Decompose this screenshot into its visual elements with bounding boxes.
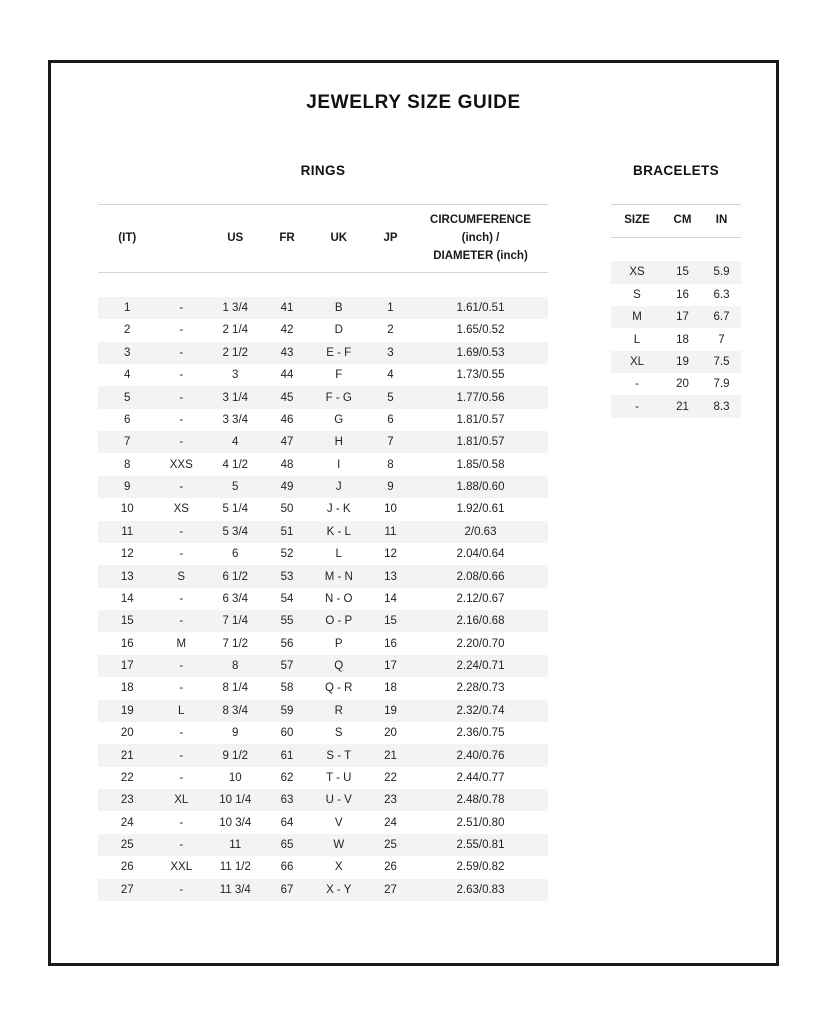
rings-cell: S - T	[326, 749, 352, 762]
table-row	[98, 521, 548, 543]
rings-cell: 1 3/4	[222, 302, 249, 314]
table-row	[98, 632, 548, 654]
rings-cell: 5	[387, 391, 394, 404]
table-row	[98, 565, 548, 587]
rings-cell: 19	[120, 704, 134, 717]
rings-cell: 65	[280, 839, 294, 851]
bracelets-spacer-cell	[611, 237, 741, 261]
rings-cell: 25	[384, 839, 397, 851]
rings-cell: -	[179, 615, 184, 628]
rings-cell: XXL	[170, 861, 193, 874]
rings-cell: 25	[120, 839, 134, 851]
bracelets-cell: 20	[676, 378, 689, 391]
rings-cell: H	[334, 436, 343, 449]
rings-cell: 15	[384, 615, 397, 628]
rings-cell: V	[334, 816, 343, 829]
rings-cell: 21	[384, 749, 397, 762]
rings-cell: 55	[280, 615, 294, 628]
size-guide-frame	[48, 60, 779, 966]
rings-cell: 62	[280, 771, 294, 784]
table-row	[98, 744, 548, 766]
rings-cell: 43	[280, 346, 294, 359]
rings-spacer-cell	[98, 273, 548, 297]
rings-cell: 1.65/0.52	[456, 324, 505, 337]
rings-cell: 4	[124, 369, 131, 382]
rings-cell: 13	[120, 570, 134, 583]
rings-cell: 9	[124, 481, 131, 493]
rings-cell: 57	[280, 660, 294, 672]
page-title: JEWELRY SIZE GUIDE	[306, 92, 521, 113]
rings-cell: 2.48/0.78	[456, 794, 505, 807]
rings-cell: 2.51/0.80	[456, 816, 505, 829]
rings-cell: 11	[121, 525, 134, 538]
rings-cell: 9	[387, 481, 394, 493]
rings-cell: Q - R	[325, 682, 353, 695]
table-row	[611, 306, 741, 328]
table-row	[98, 677, 548, 699]
rings-cell: 14	[384, 592, 397, 605]
rings-cell: 3	[124, 346, 131, 359]
rings-section-title: RINGS	[300, 163, 346, 178]
table-row	[611, 284, 741, 306]
rings-cell: S	[177, 570, 186, 583]
rings-cell: 9	[232, 727, 239, 740]
rings-col-intl	[157, 205, 207, 273]
rings-cell: 10 3/4	[219, 816, 252, 829]
bracelets-cell: 8.3	[713, 400, 730, 413]
rings-cell: L	[178, 704, 185, 717]
rings-cell: 8 3/4	[222, 704, 249, 717]
bracelets-table-body	[611, 237, 741, 418]
rings-cell: W	[333, 839, 345, 851]
rings-cell: 17	[120, 660, 134, 672]
table-row	[98, 767, 548, 789]
rings-cell: N - O	[325, 592, 353, 605]
rings-cell: 42	[280, 324, 294, 337]
bracelets-cell: 18	[676, 333, 689, 346]
rings-cell: 4	[387, 369, 394, 382]
rings-cell: F - G	[325, 391, 352, 404]
rings-cell: 66	[280, 861, 294, 874]
bracelets-table	[611, 204, 741, 418]
rings-cell: 2.24/0.71	[456, 660, 505, 672]
rings-cell: 44	[280, 369, 294, 382]
rings-cell: 21	[120, 749, 134, 762]
bracelets-cell: 15	[676, 266, 689, 279]
bracelets-section-title: BRACELETS	[632, 163, 720, 178]
rings-section	[98, 163, 548, 901]
rings-cell: 1.69/0.53	[456, 346, 505, 359]
rings-cell: 2.59/0.82	[456, 861, 505, 874]
rings-cell: 2.40/0.76	[456, 749, 505, 762]
rings-cell: -	[179, 816, 184, 829]
rings-cell: 1.73/0.55	[456, 369, 505, 382]
rings-cell: XL	[174, 794, 189, 807]
rings-cell: 3 1/4	[222, 391, 249, 404]
rings-cell: 11 1/2	[219, 861, 251, 874]
rings-cell: 2 1/4	[222, 324, 249, 337]
table-row	[98, 879, 548, 901]
rings-cell: L	[335, 548, 342, 561]
rings-cell: M	[176, 637, 187, 650]
rings-cell: -	[179, 727, 184, 740]
rings-cell: 2	[124, 324, 131, 337]
bracelets-cell: L	[633, 333, 641, 346]
rings-cell: 10	[228, 771, 242, 784]
rings-cell: 63	[280, 794, 294, 807]
rings-cell: 4	[232, 436, 239, 449]
rings-cell: 20	[384, 727, 397, 740]
rings-cell: -	[179, 525, 184, 538]
rings-cell: 1.88/0.60	[456, 481, 505, 493]
bracelets-cell: -	[635, 400, 639, 413]
rings-cell: 1.77/0.56	[456, 391, 505, 404]
rings-cell: 49	[280, 481, 294, 493]
rings-cell: 67	[280, 883, 294, 896]
rings-cell: 50	[280, 503, 294, 516]
rings-cell: 23	[120, 794, 134, 807]
table-row	[98, 297, 548, 319]
table-row	[611, 328, 741, 350]
rings-cell: 27	[384, 883, 397, 896]
rings-cell: 48	[280, 458, 294, 471]
rings-cell: 58	[280, 682, 294, 695]
table-row	[98, 386, 548, 408]
rings-cell: 13	[384, 570, 397, 583]
rings-cell: 22	[384, 771, 397, 784]
rings-cell: 6	[387, 413, 394, 426]
rings-cell: 2.20/0.70	[456, 637, 505, 650]
rings-cell: E - F	[326, 346, 352, 359]
rings-cell: 16	[120, 637, 134, 650]
bracelets-cell: 7.9	[713, 378, 730, 391]
bracelets-cell: XL	[629, 355, 645, 368]
rings-cell: 14	[120, 592, 134, 605]
bracelets-header-row	[611, 205, 741, 238]
rings-cell: 12	[120, 548, 134, 561]
rings-col-us: US	[227, 231, 244, 244]
bracelets-cell: 7.5	[713, 355, 730, 368]
rings-col-circumference-line2: DIAMETER (inch)	[433, 249, 528, 262]
rings-cell: D	[334, 324, 343, 337]
table-row	[98, 476, 548, 498]
rings-cell: 10 1/4	[219, 794, 252, 807]
rings-cell: 2.36/0.75	[456, 727, 505, 740]
rings-cell: 2.63/0.83	[456, 883, 505, 896]
rings-cell: 3	[387, 346, 394, 359]
rings-cell: 1.92/0.61	[456, 503, 505, 516]
rings-cell: -	[179, 346, 184, 359]
bracelets-spacer	[611, 237, 741, 261]
rings-cell: 26	[384, 861, 397, 874]
rings-cell: -	[179, 481, 184, 493]
rings-cell: 61	[280, 749, 294, 762]
table-row	[98, 409, 548, 431]
rings-cell: U - V	[325, 794, 352, 807]
rings-cell: 10	[120, 503, 134, 516]
table-row	[98, 543, 548, 565]
table-row	[98, 453, 548, 475]
table-row	[98, 319, 548, 341]
rings-cell: 5	[232, 481, 239, 493]
rings-cell: -	[179, 548, 184, 561]
rings-cell: X - Y	[326, 883, 352, 896]
bracelets-cell: 19	[676, 355, 689, 368]
rings-col-circumference	[413, 205, 548, 273]
rings-cell: 45	[280, 391, 294, 404]
rings-cell: -	[179, 302, 184, 314]
bracelets-section	[611, 163, 741, 418]
bracelets-cell: 6.7	[713, 311, 730, 324]
rings-col-jp: JP	[383, 231, 398, 244]
rings-cell: 1.85/0.58	[456, 458, 505, 471]
rings-cell: XXS	[169, 458, 193, 471]
rings-cell: P	[334, 637, 343, 650]
rings-cell: 4 1/2	[222, 458, 249, 471]
rings-cell: G	[334, 413, 344, 426]
rings-cell: 1.61/0.51	[456, 302, 505, 314]
rings-cell: 2.16/0.68	[456, 615, 505, 628]
rings-cell: 2.12/0.67	[456, 592, 505, 605]
table-row	[98, 834, 548, 856]
bracelets-cell: 17	[676, 311, 689, 324]
rings-cell: -	[179, 324, 184, 337]
rings-cell: 1	[387, 302, 394, 314]
rings-cell: 1.81/0.57	[456, 413, 505, 426]
bracelets-col-in: IN	[715, 214, 728, 226]
rings-col-fr: FR	[279, 231, 295, 244]
table-row	[611, 351, 741, 373]
table-row	[611, 373, 741, 395]
table-row	[98, 498, 548, 520]
rings-cell: 8 1/4	[222, 682, 249, 695]
rings-cell: 54	[280, 592, 294, 605]
table-row	[98, 364, 548, 386]
rings-cell: X	[334, 861, 343, 874]
rings-cell: 16	[384, 637, 397, 650]
rings-cell: 3	[232, 369, 239, 382]
rings-cell: K - L	[326, 525, 351, 538]
rings-cell: -	[179, 592, 184, 605]
rings-cell: 51	[280, 525, 294, 538]
rings-cell: 8	[232, 660, 239, 672]
bracelets-cell: 5.9	[713, 266, 730, 279]
rings-table	[98, 204, 548, 901]
rings-cell: 59	[280, 704, 294, 717]
rings-cell: 11	[384, 525, 397, 538]
rings-cell: 47	[280, 436, 294, 449]
bracelets-cell: 7	[718, 333, 725, 346]
rings-header-row	[98, 205, 548, 273]
rings-cell: 22	[120, 771, 134, 784]
rings-cell: T - U	[326, 771, 352, 784]
rings-table-head	[98, 205, 548, 273]
rings-cell: 18	[120, 682, 134, 695]
rings-cell: 5 3/4	[222, 525, 249, 538]
bracelets-cell: M	[632, 311, 642, 324]
rings-cell: O - P	[325, 615, 353, 628]
rings-cell: F	[335, 369, 343, 382]
rings-cell: 2.44/0.77	[456, 771, 505, 784]
rings-cell: 2 1/2	[222, 346, 249, 359]
bracelets-cell: XS	[629, 266, 645, 279]
rings-cell: 53	[280, 570, 294, 583]
bracelets-col-cm: CM	[673, 214, 692, 226]
table-row	[611, 261, 741, 283]
rings-cell: 11	[229, 839, 242, 851]
rings-cell: 23	[384, 794, 397, 807]
table-row	[98, 789, 548, 811]
rings-cell: 24	[120, 816, 134, 829]
rings-col-uk: UK	[330, 231, 348, 244]
rings-cell: 7 1/2	[222, 637, 249, 650]
bracelets-cell: 16	[676, 288, 689, 301]
rings-cell: -	[179, 660, 184, 672]
rings-cell: 8	[124, 458, 131, 471]
rings-cell: I	[337, 458, 341, 471]
table-row	[98, 588, 548, 610]
rings-cell: Q	[334, 660, 344, 672]
rings-cell: -	[179, 771, 184, 784]
rings-cell: 7 1/4	[222, 615, 249, 628]
rings-col-circumference-line1: CIRCUMFERENCE (inch) /	[430, 214, 531, 244]
rings-cell: 6	[124, 413, 131, 426]
rings-col-it: (IT)	[118, 231, 137, 244]
rings-cell: J - K	[326, 503, 351, 516]
rings-cell: 3 3/4	[222, 413, 249, 426]
rings-cell: 56	[280, 637, 294, 650]
rings-cell: 6 1/2	[222, 570, 249, 583]
rings-cell: -	[179, 682, 184, 695]
rings-cell: 5 1/4	[222, 503, 249, 516]
rings-cell: 2.55/0.81	[456, 839, 505, 851]
rings-cell: J	[335, 481, 342, 493]
rings-cell: 2/0.63	[464, 525, 497, 538]
rings-cell: -	[179, 749, 184, 762]
rings-cell: 64	[280, 816, 294, 829]
rings-spacer	[98, 273, 548, 297]
rings-cell: 19	[384, 704, 397, 717]
rings-cell: 46	[280, 413, 294, 426]
rings-cell: 17	[384, 660, 397, 672]
table-row	[98, 700, 548, 722]
table-row	[611, 395, 741, 417]
rings-cell: 9 1/2	[222, 749, 249, 762]
rings-cell: 26	[120, 861, 134, 874]
rings-cell: XS	[173, 503, 189, 516]
bracelets-col-size: SIZE	[624, 214, 650, 226]
rings-cell: B	[334, 302, 343, 314]
bracelets-cell: -	[635, 378, 639, 391]
rings-cell: 24	[384, 816, 397, 829]
rings-table-body	[98, 273, 548, 901]
rings-cell: 7	[387, 436, 394, 449]
rings-cell: 2.28/0.73	[456, 682, 505, 695]
rings-cell: 1.81/0.57	[456, 436, 505, 449]
rings-cell: 60	[280, 727, 294, 740]
table-row	[98, 722, 548, 744]
rings-cell: 18	[384, 682, 397, 695]
rings-cell: 10	[384, 503, 397, 516]
rings-cell: 7	[124, 436, 131, 449]
rings-cell: -	[179, 413, 184, 426]
rings-cell: 2.08/0.66	[456, 570, 505, 583]
rings-cell: 2.32/0.74	[456, 704, 505, 717]
rings-cell: M - N	[324, 570, 353, 583]
rings-cell: -	[179, 369, 184, 382]
rings-cell: -	[179, 436, 184, 449]
table-row	[98, 342, 548, 364]
rings-cell: 41	[280, 302, 294, 314]
table-row	[98, 610, 548, 632]
rings-cell: 52	[280, 548, 294, 561]
rings-cell: -	[179, 883, 184, 896]
bracelets-cell: 21	[676, 400, 689, 413]
rings-cell: 1	[124, 302, 131, 314]
rings-cell: R	[334, 704, 343, 717]
rings-cell: 5	[124, 391, 131, 404]
rings-cell: S	[334, 727, 343, 740]
table-row	[98, 856, 548, 878]
rings-cell: 2	[387, 324, 394, 337]
rings-cell: 6	[232, 548, 239, 561]
rings-cell: -	[179, 839, 184, 851]
bracelets-cell: 6.3	[713, 288, 730, 301]
rings-cell: 20	[120, 727, 134, 740]
bracelets-table-head	[611, 205, 741, 238]
rings-cell: 6 3/4	[222, 592, 249, 605]
rings-cell: 15	[120, 615, 134, 628]
rings-cell: 11 3/4	[219, 883, 251, 896]
table-row	[98, 811, 548, 833]
bracelets-cell: S	[633, 288, 641, 301]
table-row	[98, 655, 548, 677]
rings-cell: 27	[120, 883, 134, 896]
rings-cell: -	[179, 391, 184, 404]
table-row	[98, 431, 548, 453]
rings-cell: 8	[387, 458, 394, 471]
rings-cell: 2.04/0.64	[456, 548, 505, 561]
rings-cell: 12	[384, 548, 397, 561]
